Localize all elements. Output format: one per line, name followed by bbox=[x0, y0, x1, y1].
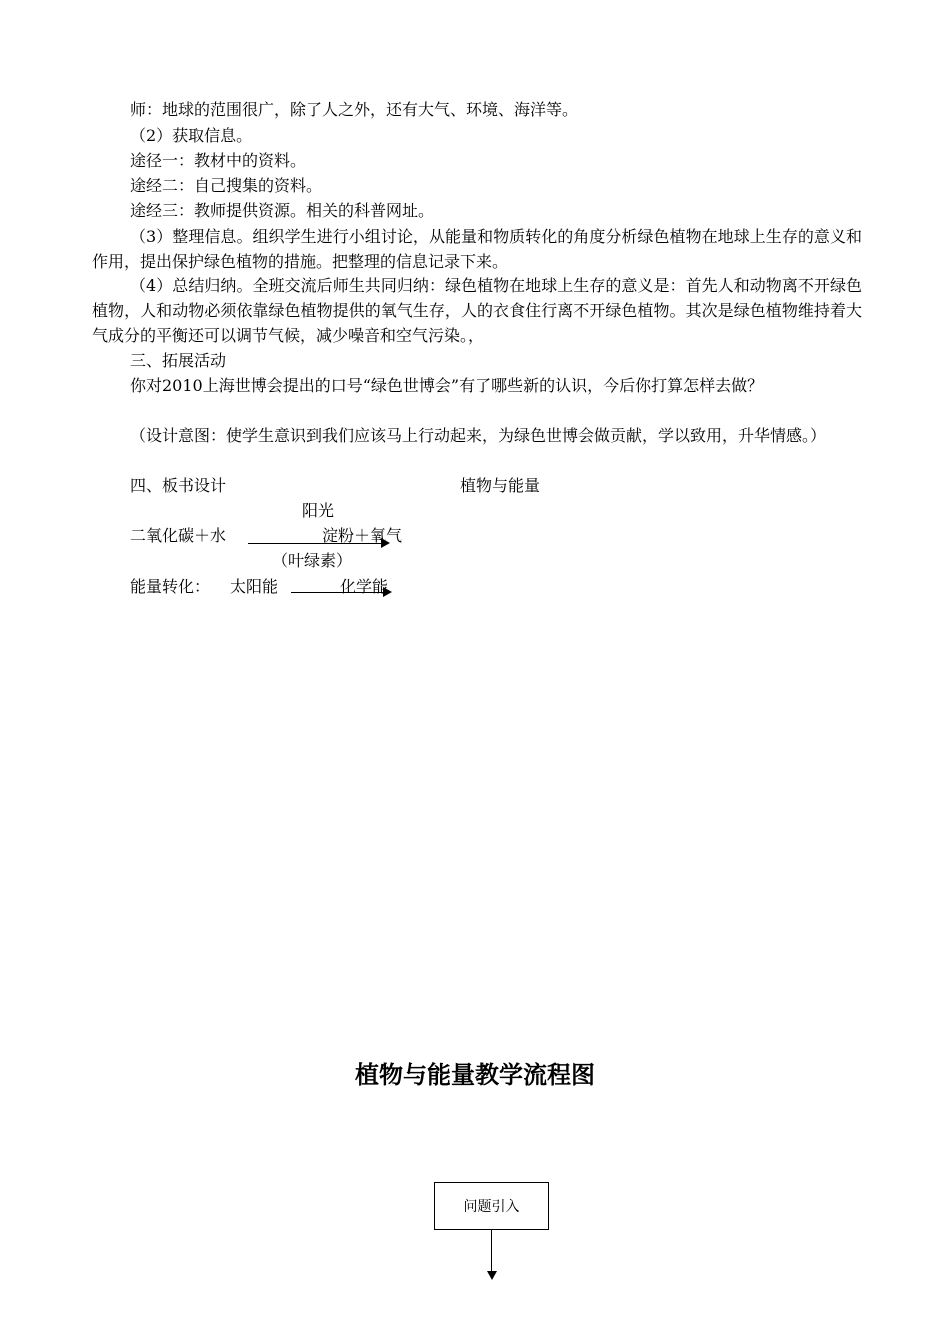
products: 淀粉＋氧气 bbox=[322, 526, 403, 545]
paragraph-way-2: 途经二：自己搜集的资料。 bbox=[130, 176, 323, 195]
flowchart-step-label: 问题引入 bbox=[463, 1199, 520, 1215]
paragraph-organize-info: （3）整理信息。组织学生进行小组讨论，从能量和物质转化的角度分析绿色植物在地球上生存的意义和作用，提出保护绿色植物的措施。把整理的信息记录下来。 bbox=[92, 227, 862, 271]
paragraph-summary: （4）总结归纳。全班交流后师生共同归纳：绿色植物在地球上生存的意义是：首先人和动物离不开绿色植物，人和动物必须依靠绿色植物提供的氧气生存，人的衣食住行离不开绿色植物。其次是绿色植物维持着大气成分的平衡还可以调节气候，减少噪音和空气污染。， bbox=[92, 276, 862, 345]
flowchart-arrow-head bbox=[487, 1271, 497, 1280]
paragraph-way-1: 途径一：教材中的资料。 bbox=[130, 151, 307, 170]
paragraph-get-info: （2）获取信息。 bbox=[130, 126, 253, 145]
reactants: 二氧化碳＋水 bbox=[130, 526, 227, 545]
section-heading-extension: 三、拓展活动 bbox=[130, 351, 227, 370]
board-topic: 植物与能量 bbox=[460, 476, 541, 495]
paragraph-way-3: 途经三：教师提供资源。相关的科普网址。 bbox=[130, 201, 435, 220]
paragraph-teacher-note: 师：地球的范围很广，除了人之外，还有大气、环境、海洋等。 bbox=[130, 100, 579, 119]
flowchart-connector-line bbox=[491, 1230, 492, 1272]
flowchart-title: 植物与能量教学流程图 bbox=[355, 1061, 595, 1089]
energy-label: 能量转化： bbox=[130, 577, 211, 596]
energy-from: 太阳能 bbox=[230, 577, 279, 596]
paragraph-design-intent: （设计意图：使学生意识到我们应该马上行动起来，为绿色世博会做贡献，学以致用，升华情感。） bbox=[130, 426, 827, 445]
condition-sunlight: 阳光 bbox=[302, 501, 335, 520]
paragraph-expo-question: 你对2010上海世博会提出的口号“绿色世博会”有了哪些新的认识，今后你打算怎样去做？ bbox=[130, 376, 764, 395]
flowchart-step-box bbox=[434, 1182, 549, 1230]
board-heading: 四、板书设计 bbox=[130, 476, 227, 495]
condition-chlorophyll: （叶绿素） bbox=[272, 551, 353, 570]
energy-to: 化学能 bbox=[340, 577, 389, 596]
